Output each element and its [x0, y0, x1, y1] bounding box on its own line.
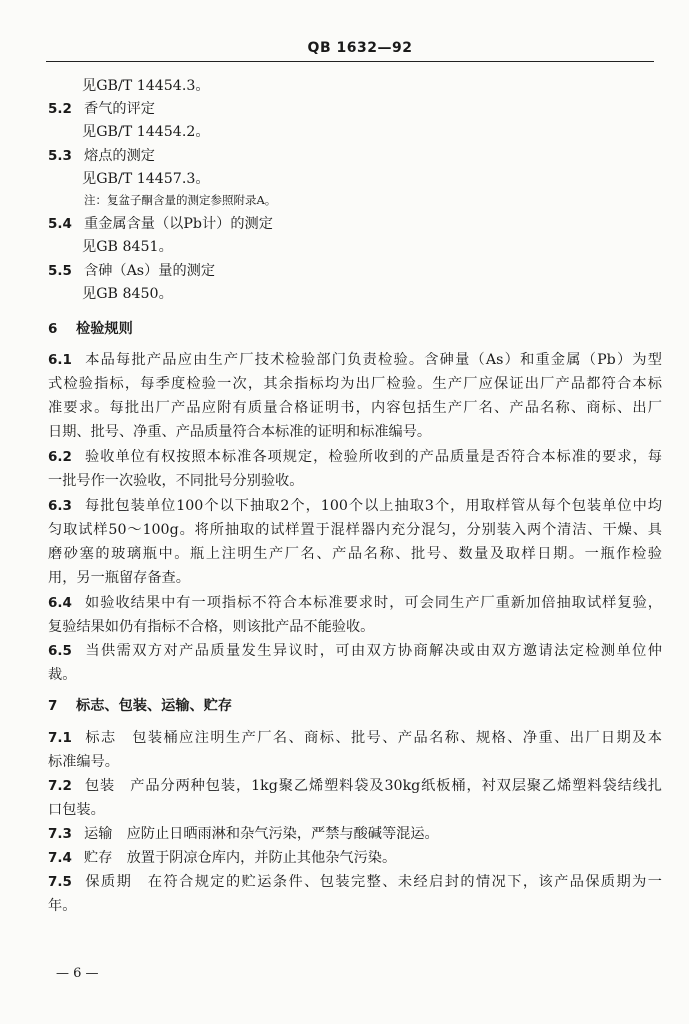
para-6-3-text-1: 每批包装单位100个以下抽取2个，100个以上抽取3个，用取样管从每个包装单位中均 [84, 498, 662, 514]
section-6-num: 6 [48, 321, 58, 337]
para-7-5-num: 7.5 [48, 874, 72, 890]
heading-5-3-num: 5.3 [48, 148, 72, 164]
para-6-3-text-2: 匀取试样50～100g。将所抽取的试样置于混样器内充分混匀，分别装入两个清洁、干燥、具 [48, 522, 662, 538]
para-7-5-text-1: 保质期 在符合规定的贮运条件、包装完整、未经启封的情况下，该产品保质期为一 [84, 874, 662, 890]
heading-5-5-title: 含砷（As）量的测定 [84, 263, 216, 279]
para-6-1-num: 6.1 [48, 352, 72, 368]
para-7-3-text: 运输 应防止日晒雨淋和杂气污染，严禁与酸碱等混运。 [84, 826, 439, 842]
heading-5-4 [48, 214, 273, 234]
para-6-2-num: 6.2 [48, 449, 72, 465]
para-6-1-text-1: 本品每批产品应由生产厂技术检验部门负责检验。含砷量（As）和重金属（Pb）为型 [84, 352, 662, 368]
para-6-5-text-2: 裁。 [48, 667, 77, 683]
para-7-1-text-2: 标准编号。 [48, 754, 119, 770]
heading-5-3 [48, 146, 155, 166]
ref-5-3: 见GB/T 14457.3。 [82, 171, 210, 187]
section-7-heading [48, 696, 232, 716]
para-6-3-line-3 [48, 544, 662, 564]
heading-5-4-title: 重金属含量（以Pb计）的测定 [84, 216, 273, 232]
para-7-2-num: 7.2 [48, 778, 72, 794]
para-6-4-text-1: 如验收结果中有一项指标不符合本标准要求时，可会同生产厂重新加倍抽取试样复验， [84, 595, 662, 611]
heading-5-3-title: 熔点的测定 [84, 148, 155, 164]
heading-5-2 [48, 99, 155, 119]
ref-5-1: 见GB/T 14454.3。 [82, 78, 210, 94]
para-7-3-num: 7.3 [48, 826, 72, 842]
para-6-2-line-1 [48, 447, 662, 467]
para-7-4-text: 贮存 放置于阴凉仓库内，并防止其他杂气污染。 [84, 850, 397, 866]
para-6-3-text-3: 磨砂塞的玻璃瓶中。瓶上注明生产厂名、产品名称、批号、数量及取样日期。一瓶作检验 [48, 546, 662, 562]
section-6-title: 检验规则 [76, 321, 133, 337]
section-6-heading [48, 319, 133, 339]
para-6-5-line-1 [48, 641, 662, 661]
para-6-5-num: 6.5 [48, 643, 72, 659]
para-6-4-num: 6.4 [48, 595, 72, 611]
heading-5-4-num: 5.4 [48, 216, 72, 232]
para-7-2-line-1 [48, 776, 662, 796]
para-6-3-text-4: 用，另一瓶留存备查。 [48, 570, 190, 586]
section-7-num: 7 [48, 698, 58, 714]
heading-5-5-num: 5.5 [48, 263, 72, 279]
standard-code-header: QB 1632—92 [307, 40, 413, 56]
para-6-1-text-4: 日期、批号、净重、产品质量符合本标准的证明和标准编号。 [48, 424, 432, 440]
heading-5-2-num: 5.2 [48, 101, 72, 117]
ref-5-4: 见GB 8451。 [82, 239, 173, 255]
para-6-2-text-1: 验收单位有权按照本标准各项规定，检验所收到的产品质量是否符合本标准的要求，每 [84, 449, 662, 465]
para-7-2-text-2: 口包装。 [48, 802, 105, 818]
para-6-4-text-2: 复验结果如仍有指标不合格，则该批产品不能验收。 [48, 619, 375, 635]
ref-5-5: 见GB 8450。 [82, 286, 173, 302]
note-5-3: 注：复盆子酮含量的测定参照附录A。 [84, 193, 277, 207]
header-rule [46, 61, 654, 62]
para-7-4 [48, 848, 396, 868]
para-6-5-text-1: 当供需双方对产品质量发生异议时，可由双方协商解决或由双方邀请法定检测单位仲 [84, 643, 662, 659]
para-6-3-num: 6.3 [48, 498, 72, 514]
section-7-title: 标志、包装、运输、贮存 [76, 698, 233, 714]
para-6-1-line-3 [48, 398, 662, 418]
para-6-1-line-1 [48, 350, 662, 370]
para-7-5-line-1 [48, 872, 662, 892]
para-7-1-num: 7.1 [48, 730, 72, 746]
para-6-3-line-1 [48, 496, 662, 516]
page-number: — 6 — [56, 966, 99, 981]
para-7-4-num: 7.4 [48, 850, 72, 866]
ref-5-2: 见GB/T 14454.2。 [82, 124, 210, 140]
para-7-2-text-1: 包装 产品分两种包装，1kg聚乙烯塑料袋及30kg纸板桶，衬双层聚乙烯塑料袋结线扎 [84, 778, 662, 794]
para-6-4-line-1 [48, 593, 662, 613]
heading-5-5 [48, 261, 215, 281]
para-7-5-text-2: 年。 [48, 898, 77, 914]
para-6-1-text-2: 式检验指标，每季度检验一次，其余指标均为出厂检验。生产厂应保证出厂产品都符合本标 [48, 376, 662, 392]
para-6-3-line-2 [48, 520, 662, 540]
para-7-1-line-1 [48, 728, 662, 748]
para-6-1-text-3: 准要求。每批出厂产品应附有质量合格证明书，内容包括生产厂名、产品名称、商标、出厂 [48, 400, 662, 416]
para-6-2-text-2: 一批号作一次验收，不同批号分别验收。 [48, 473, 304, 489]
para-7-1-text-1: 标志 包装桶应注明生产厂名、商标、批号、产品名称、规格、净重、出厂日期及本 [84, 730, 662, 746]
para-6-1-line-2 [48, 374, 662, 394]
para-7-3 [48, 824, 439, 844]
heading-5-2-title: 香气的评定 [84, 101, 155, 117]
